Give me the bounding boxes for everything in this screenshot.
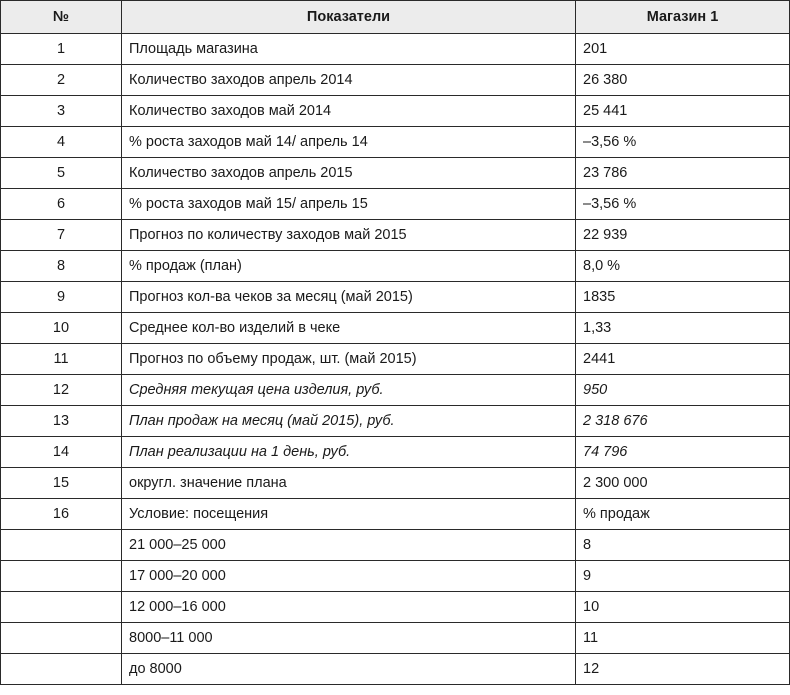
row-value: 9 [576,561,790,592]
row-value: 1835 [576,282,790,313]
table-row [1,561,790,592]
row-value: 2441 [576,344,790,375]
row-number [1,623,122,654]
table-row [1,313,790,344]
row-number: 16 [1,499,122,530]
row-value: 2 300 000 [576,468,790,499]
row-number: 15 [1,468,122,499]
header-store-1: Магазин 1 [576,1,790,34]
row-indicator: 17 000–20 000 [122,561,576,592]
row-indicator: до 8000 [122,654,576,685]
table-row [1,189,790,220]
row-number: 1 [1,34,122,65]
row-number [1,561,122,592]
table-row [1,158,790,189]
table-row [1,468,790,499]
table-row [1,530,790,561]
row-indicator: 21 000–25 000 [122,530,576,561]
table-row [1,499,790,530]
row-number [1,530,122,561]
row-value: –3,56 % [576,189,790,220]
table-row [1,282,790,313]
row-indicator: % продаж (план) [122,251,576,282]
table-row [1,375,790,406]
row-number: 2 [1,65,122,96]
row-number: 11 [1,344,122,375]
row-number: 5 [1,158,122,189]
row-value: 23 786 [576,158,790,189]
row-indicator: Прогноз по количеству заходов май 2015 [122,220,576,251]
row-value: 8,0 % [576,251,790,282]
row-number [1,592,122,623]
row-number [1,654,122,685]
row-value: –3,56 % [576,127,790,158]
row-indicator: 8000–11 000 [122,623,576,654]
row-number: 7 [1,220,122,251]
row-value: 8 [576,530,790,561]
row-indicator: Количество заходов апрель 2014 [122,65,576,96]
row-number: 13 [1,406,122,437]
row-number: 9 [1,282,122,313]
table-header [1,1,790,34]
header-row [1,1,790,34]
header-indicator: Показатели [122,1,576,34]
row-value: 2 318 676 [576,406,790,437]
row-indicator: округл. значение плана [122,468,576,499]
row-indicator: Площадь магазина [122,34,576,65]
row-indicator: Среднее кол-во изделий в чеке [122,313,576,344]
table-row [1,592,790,623]
row-indicator: Условие: посещения [122,499,576,530]
table-row [1,96,790,127]
table-row [1,220,790,251]
row-value: 22 939 [576,220,790,251]
row-indicator: План реализации на 1 день, руб. [122,437,576,468]
table-row [1,34,790,65]
row-number: 8 [1,251,122,282]
table-row [1,437,790,468]
row-indicator: Количество заходов май 2014 [122,96,576,127]
row-indicator: План продаж на месяц (май 2015), руб. [122,406,576,437]
table-row [1,127,790,158]
row-value: 1,33 [576,313,790,344]
table-row [1,251,790,282]
row-indicator: Прогноз кол-ва чеков за месяц (май 2015) [122,282,576,313]
row-number: 6 [1,189,122,220]
row-number: 14 [1,437,122,468]
row-indicator: Прогноз по объему продаж, шт. (май 2015) [122,344,576,375]
table-row [1,344,790,375]
table-row [1,65,790,96]
row-indicator: % роста заходов май 14/ апрель 14 [122,127,576,158]
table-row [1,406,790,437]
row-value: 201 [576,34,790,65]
row-number: 12 [1,375,122,406]
header-number: № [1,1,122,34]
row-value: 950 [576,375,790,406]
row-value: 26 380 [576,65,790,96]
row-value: 74 796 [576,437,790,468]
row-value: 12 [576,654,790,685]
row-indicator: Средняя текущая цена изделия, руб. [122,375,576,406]
row-value: 25 441 [576,96,790,127]
row-number: 4 [1,127,122,158]
table-row [1,654,790,685]
row-value: 10 [576,592,790,623]
row-indicator: % роста заходов май 15/ апрель 15 [122,189,576,220]
row-value: 11 [576,623,790,654]
row-number: 3 [1,96,122,127]
row-value: % продаж [576,499,790,530]
table-row [1,623,790,654]
row-number: 10 [1,313,122,344]
row-indicator: Количество заходов апрель 2015 [122,158,576,189]
table-body [1,34,790,685]
row-indicator: 12 000–16 000 [122,592,576,623]
